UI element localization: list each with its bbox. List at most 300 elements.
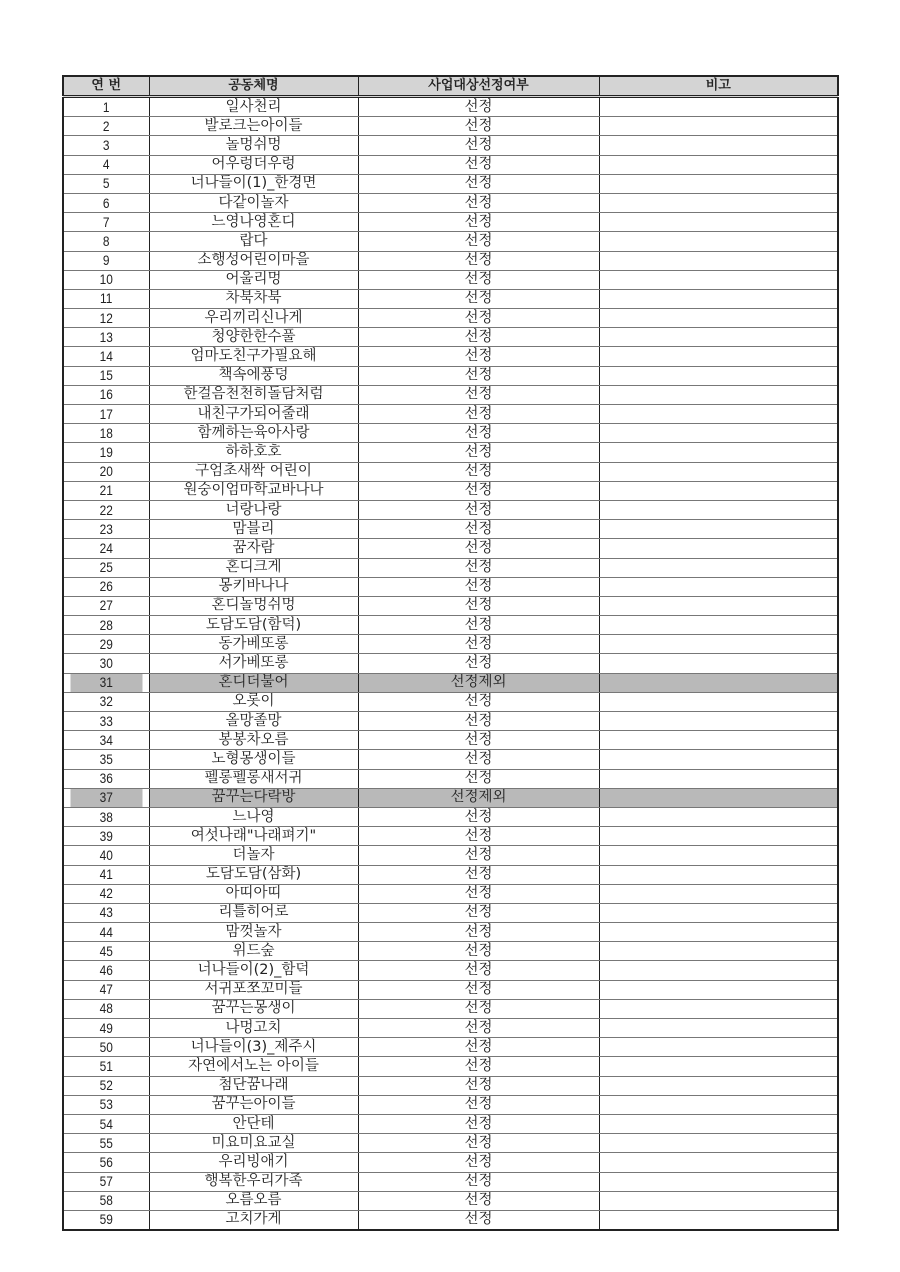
row-number: 59 <box>69 1210 142 1230</box>
table-row <box>63 654 838 673</box>
selection-status: 선정 <box>358 731 599 750</box>
community-name: 도담도담(삼화) <box>149 865 358 884</box>
selection-status: 선정 <box>358 692 599 711</box>
remarks <box>599 1134 838 1153</box>
community-name: 여섯나래"나래펴기" <box>149 827 358 846</box>
table-row <box>63 1153 838 1172</box>
table-row <box>63 865 838 884</box>
remarks <box>599 309 838 328</box>
selection-status: 선정 <box>358 117 599 136</box>
remarks <box>599 193 838 212</box>
community-name: 서가베또롱 <box>149 654 358 673</box>
row-number: 22 <box>69 500 142 519</box>
table-row <box>63 270 838 289</box>
selection-status: 선정 <box>358 654 599 673</box>
selection-status: 선정 <box>358 596 599 615</box>
remarks <box>599 136 838 155</box>
community-name: 나멍고치 <box>149 1019 358 1038</box>
table-row <box>63 251 838 270</box>
selection-status: 선정 <box>358 97 599 117</box>
community-name: 고치가게 <box>149 1210 358 1230</box>
row-number: 56 <box>69 1153 142 1172</box>
selection-status: 선정 <box>358 903 599 922</box>
row-number: 51 <box>69 1057 142 1076</box>
table-row <box>63 961 838 980</box>
remarks <box>599 654 838 673</box>
community-name: 혼디크게 <box>149 558 358 577</box>
remarks <box>599 289 838 308</box>
table-row <box>63 903 838 922</box>
table-row <box>63 635 838 654</box>
remarks <box>599 1114 838 1133</box>
row-number: 15 <box>69 366 142 385</box>
row-number: 13 <box>69 328 142 347</box>
remarks <box>599 251 838 270</box>
selection-status: 선정 <box>358 481 599 500</box>
remarks <box>599 1210 838 1230</box>
selection-status: 선정 <box>358 884 599 903</box>
selection-status: 선정 <box>358 136 599 155</box>
remarks <box>599 788 838 807</box>
community-name: 너나들이(1)_한경면 <box>149 174 358 193</box>
table-row <box>63 807 838 826</box>
selection-status: 선정 <box>358 1114 599 1133</box>
row-number: 9 <box>69 251 142 270</box>
selection-status: 선정 <box>358 827 599 846</box>
header-selection-status: 사업대상선정여부 <box>358 76 599 97</box>
remarks <box>599 616 838 635</box>
table-row <box>63 405 838 424</box>
remarks <box>599 347 838 366</box>
selection-status: 선정 <box>358 1134 599 1153</box>
community-name: 도담도담(함덕) <box>149 616 358 635</box>
remarks <box>599 213 838 232</box>
row-number: 36 <box>69 769 142 788</box>
community-name: 노형몽생이들 <box>149 750 358 769</box>
row-number: 34 <box>69 731 142 750</box>
row-number: 35 <box>69 750 142 769</box>
remarks <box>599 174 838 193</box>
remarks <box>599 539 838 558</box>
community-name: 오름오름 <box>149 1191 358 1210</box>
community-name: 하하호호 <box>149 443 358 462</box>
row-number: 17 <box>69 405 142 424</box>
selection-status: 선정 <box>358 443 599 462</box>
remarks <box>599 366 838 385</box>
selection-status: 선정 <box>358 385 599 404</box>
community-name: 맘껏놀자 <box>149 923 358 942</box>
community-name: 엄마도친구가필요해 <box>149 347 358 366</box>
row-number: 28 <box>69 616 142 635</box>
community-name: 꿈자람 <box>149 539 358 558</box>
table-row <box>63 232 838 251</box>
community-name: 봉봉차오름 <box>149 731 358 750</box>
remarks <box>599 692 838 711</box>
table-row <box>63 673 838 692</box>
community-name: 소행성어린이마을 <box>149 251 358 270</box>
remarks <box>599 155 838 174</box>
table-row <box>63 827 838 846</box>
row-number: 3 <box>69 136 142 155</box>
remarks <box>599 232 838 251</box>
community-name: 혼디더불어 <box>149 673 358 692</box>
row-number: 48 <box>69 999 142 1018</box>
row-number: 24 <box>69 539 142 558</box>
selection-status: 선정 <box>358 1153 599 1172</box>
community-name: 놀멍쉬멍 <box>149 136 358 155</box>
selection-status: 선정 <box>358 309 599 328</box>
community-name: 동가베또롱 <box>149 635 358 654</box>
remarks <box>599 596 838 615</box>
selection-status: 선정 <box>358 520 599 539</box>
row-number: 12 <box>69 309 142 328</box>
selection-status: 선정 <box>358 462 599 481</box>
row-number: 46 <box>69 961 142 980</box>
table-row <box>63 520 838 539</box>
selection-status: 선정 <box>358 270 599 289</box>
community-name: 구엄초새싹 어린이 <box>149 462 358 481</box>
remarks <box>599 827 838 846</box>
community-name: 내친구가되어줄래 <box>149 405 358 424</box>
table-row <box>63 980 838 999</box>
table-row <box>63 769 838 788</box>
row-number: 19 <box>69 443 142 462</box>
row-number: 49 <box>69 1019 142 1038</box>
selection-status: 선정 <box>358 500 599 519</box>
remarks <box>599 903 838 922</box>
row-number: 30 <box>69 654 142 673</box>
remarks <box>599 884 838 903</box>
row-number: 27 <box>69 596 142 615</box>
table-row <box>63 558 838 577</box>
community-name: 더놀자 <box>149 846 358 865</box>
community-name: 혼디놀멍쉬멍 <box>149 596 358 615</box>
table-row <box>63 155 838 174</box>
selection-status: 선정 <box>358 577 599 596</box>
table-row <box>63 712 838 731</box>
row-number: 42 <box>69 884 142 903</box>
selection-status: 선정 <box>358 769 599 788</box>
community-name: 몽키바나나 <box>149 577 358 596</box>
row-number: 1 <box>69 97 142 117</box>
table-row <box>63 481 838 500</box>
table-row <box>63 923 838 942</box>
community-name: 오롯이 <box>149 692 358 711</box>
row-number: 21 <box>69 481 142 500</box>
remarks <box>599 385 838 404</box>
row-number: 38 <box>69 807 142 826</box>
table-row <box>63 1114 838 1133</box>
community-name: 미요미요교실 <box>149 1134 358 1153</box>
table-row <box>63 731 838 750</box>
selection-status: 선정 <box>358 289 599 308</box>
selection-status: 선정 <box>358 1057 599 1076</box>
row-number: 23 <box>69 520 142 539</box>
table-row <box>63 1057 838 1076</box>
selection-status: 선정제외 <box>358 673 599 692</box>
table-row <box>63 1095 838 1114</box>
selection-status: 선정 <box>358 980 599 999</box>
selection-status: 선정 <box>358 193 599 212</box>
selection-status: 선정 <box>358 232 599 251</box>
selection-status: 선정 <box>358 251 599 270</box>
community-name: 다같이놀자 <box>149 193 358 212</box>
table-row <box>63 846 838 865</box>
community-name: 우리빙애기 <box>149 1153 358 1172</box>
remarks <box>599 328 838 347</box>
row-number: 39 <box>69 827 142 846</box>
row-number: 32 <box>69 692 142 711</box>
community-name: 안단테 <box>149 1114 358 1133</box>
remarks <box>599 807 838 826</box>
table-row <box>63 788 838 807</box>
row-number: 52 <box>69 1076 142 1095</box>
selection-status: 선정 <box>358 1172 599 1191</box>
row-number: 53 <box>69 1095 142 1114</box>
header-community-name: 공동체명 <box>149 76 358 97</box>
community-name: 원숭이엄마학교바나나 <box>149 481 358 500</box>
table-row <box>63 500 838 519</box>
community-name: 발로크는아이들 <box>149 117 358 136</box>
selection-status: 선정 <box>358 712 599 731</box>
selection-status: 선정 <box>358 961 599 980</box>
community-name: 너나들이(3)_제주시 <box>149 1038 358 1057</box>
table-body <box>63 97 838 1231</box>
table-row <box>63 1172 838 1191</box>
selection-status: 선정 <box>358 539 599 558</box>
community-name: 꿈꾸는다락방 <box>149 788 358 807</box>
community-name: 위드숲 <box>149 942 358 961</box>
remarks <box>599 1038 838 1057</box>
row-number: 5 <box>69 174 142 193</box>
row-number: 14 <box>69 347 142 366</box>
remarks <box>599 97 838 117</box>
row-number: 20 <box>69 462 142 481</box>
remarks <box>599 942 838 961</box>
selection-status: 선정제외 <box>358 788 599 807</box>
table-row <box>63 424 838 443</box>
remarks <box>599 980 838 999</box>
community-name: 함께하는육아사랑 <box>149 424 358 443</box>
community-name: 올망졸망 <box>149 712 358 731</box>
selection-status: 선정 <box>358 155 599 174</box>
selection-status: 선정 <box>358 1095 599 1114</box>
selection-status: 선정 <box>358 999 599 1018</box>
remarks <box>599 961 838 980</box>
table-row <box>63 577 838 596</box>
row-number: 29 <box>69 635 142 654</box>
community-name: 청양한한수풀 <box>149 328 358 347</box>
table-row <box>63 616 838 635</box>
community-name: 책속에풍덩 <box>149 366 358 385</box>
table-row <box>63 347 838 366</box>
community-name: 한걸음천천히돌담처럼 <box>149 385 358 404</box>
community-name: 우리끼리신나게 <box>149 309 358 328</box>
row-number: 8 <box>69 232 142 251</box>
table-row <box>63 1191 838 1210</box>
row-number: 16 <box>69 385 142 404</box>
remarks <box>599 712 838 731</box>
remarks <box>599 750 838 769</box>
selection-status: 선정 <box>358 942 599 961</box>
table-row <box>63 385 838 404</box>
row-number: 43 <box>69 903 142 922</box>
selection-status: 선정 <box>358 558 599 577</box>
table-row <box>63 596 838 615</box>
remarks <box>599 558 838 577</box>
table-row <box>63 884 838 903</box>
remarks <box>599 443 838 462</box>
table-header-row <box>63 76 838 97</box>
row-number: 55 <box>69 1134 142 1153</box>
row-number: 44 <box>69 923 142 942</box>
table-row <box>63 366 838 385</box>
table-row <box>63 999 838 1018</box>
row-number: 54 <box>69 1114 142 1133</box>
table-row <box>63 97 838 117</box>
row-number: 7 <box>69 213 142 232</box>
row-number: 18 <box>69 424 142 443</box>
selection-status: 선정 <box>358 366 599 385</box>
community-name: 느나영 <box>149 807 358 826</box>
community-name: 아띠아띠 <box>149 884 358 903</box>
remarks <box>599 462 838 481</box>
row-number: 40 <box>69 846 142 865</box>
selection-status: 선정 <box>358 807 599 826</box>
community-name: 어울리멍 <box>149 270 358 289</box>
row-number: 11 <box>69 289 142 308</box>
selection-status: 선정 <box>358 1019 599 1038</box>
table-row <box>63 750 838 769</box>
selection-status: 선정 <box>358 923 599 942</box>
community-name: 펠롱펠롱새서귀 <box>149 769 358 788</box>
community-name: 느영나영혼디 <box>149 213 358 232</box>
remarks <box>599 865 838 884</box>
table-row <box>63 289 838 308</box>
selection-status: 선정 <box>358 616 599 635</box>
remarks <box>599 1191 838 1210</box>
table-row <box>63 692 838 711</box>
remarks <box>599 635 838 654</box>
remarks <box>599 481 838 500</box>
row-number: 41 <box>69 865 142 884</box>
table-row <box>63 213 838 232</box>
community-name: 맘블리 <box>149 520 358 539</box>
remarks <box>599 731 838 750</box>
community-name: 서귀포쪼꼬미들 <box>149 980 358 999</box>
community-name: 행복한우리가족 <box>149 1172 358 1191</box>
remarks <box>599 577 838 596</box>
remarks <box>599 405 838 424</box>
table-row <box>63 539 838 558</box>
table-row <box>63 328 838 347</box>
table-row <box>63 1134 838 1153</box>
remarks <box>599 1019 838 1038</box>
community-name: 너나들이(2)_함덕 <box>149 961 358 980</box>
community-selection-table <box>62 75 839 1231</box>
selection-status: 선정 <box>358 750 599 769</box>
remarks <box>599 1076 838 1095</box>
row-number: 4 <box>69 155 142 174</box>
remarks <box>599 1172 838 1191</box>
remarks <box>599 500 838 519</box>
remarks <box>599 999 838 1018</box>
selection-status: 선정 <box>358 174 599 193</box>
community-name: 리틀히어로 <box>149 903 358 922</box>
community-name: 자연에서노는 아이들 <box>149 1057 358 1076</box>
remarks <box>599 1153 838 1172</box>
selection-status: 선정 <box>358 405 599 424</box>
row-number: 25 <box>69 558 142 577</box>
selection-status: 선정 <box>358 328 599 347</box>
selection-status: 선정 <box>358 1191 599 1210</box>
table-row <box>63 443 838 462</box>
table-row <box>63 136 838 155</box>
remarks <box>599 270 838 289</box>
row-number: 57 <box>69 1172 142 1191</box>
row-number: 6 <box>69 193 142 212</box>
table-row <box>63 174 838 193</box>
selection-status: 선정 <box>358 424 599 443</box>
table-row <box>63 1210 838 1230</box>
row-number: 37 <box>69 788 142 807</box>
header-number: 연 번 <box>63 76 149 97</box>
table-row <box>63 1038 838 1057</box>
community-name: 꿈꾸는몽생이 <box>149 999 358 1018</box>
selection-status: 선정 <box>358 1038 599 1057</box>
row-number: 45 <box>69 942 142 961</box>
table-row <box>63 462 838 481</box>
community-name: 꿈꾸는아이들 <box>149 1095 358 1114</box>
table-row <box>63 193 838 212</box>
selection-status: 선정 <box>358 213 599 232</box>
remarks <box>599 1057 838 1076</box>
table-row <box>63 1019 838 1038</box>
remarks <box>599 520 838 539</box>
selection-status: 선정 <box>358 865 599 884</box>
selection-status: 선정 <box>358 846 599 865</box>
community-name: 차북차북 <box>149 289 358 308</box>
row-number: 2 <box>69 117 142 136</box>
table-row <box>63 309 838 328</box>
row-number: 31 <box>69 673 142 692</box>
row-number: 33 <box>69 712 142 731</box>
remarks <box>599 673 838 692</box>
row-number: 58 <box>69 1191 142 1210</box>
selection-status: 선정 <box>358 1210 599 1230</box>
community-name: 너랑나랑 <box>149 500 358 519</box>
remarks <box>599 424 838 443</box>
community-name: 첨단꿈나래 <box>149 1076 358 1095</box>
table-row <box>63 117 838 136</box>
row-number: 26 <box>69 577 142 596</box>
row-number: 47 <box>69 980 142 999</box>
table-row <box>63 1076 838 1095</box>
remarks <box>599 117 838 136</box>
remarks <box>599 846 838 865</box>
header-remarks: 비고 <box>599 76 838 97</box>
row-number: 10 <box>69 270 142 289</box>
selection-status: 선정 <box>358 1076 599 1095</box>
remarks <box>599 1095 838 1114</box>
remarks <box>599 923 838 942</box>
selection-status: 선정 <box>358 347 599 366</box>
table-row <box>63 942 838 961</box>
community-name: 일사천리 <box>149 97 358 117</box>
community-name: 랍다 <box>149 232 358 251</box>
community-name: 어우렁더우렁 <box>149 155 358 174</box>
selection-status: 선정 <box>358 635 599 654</box>
